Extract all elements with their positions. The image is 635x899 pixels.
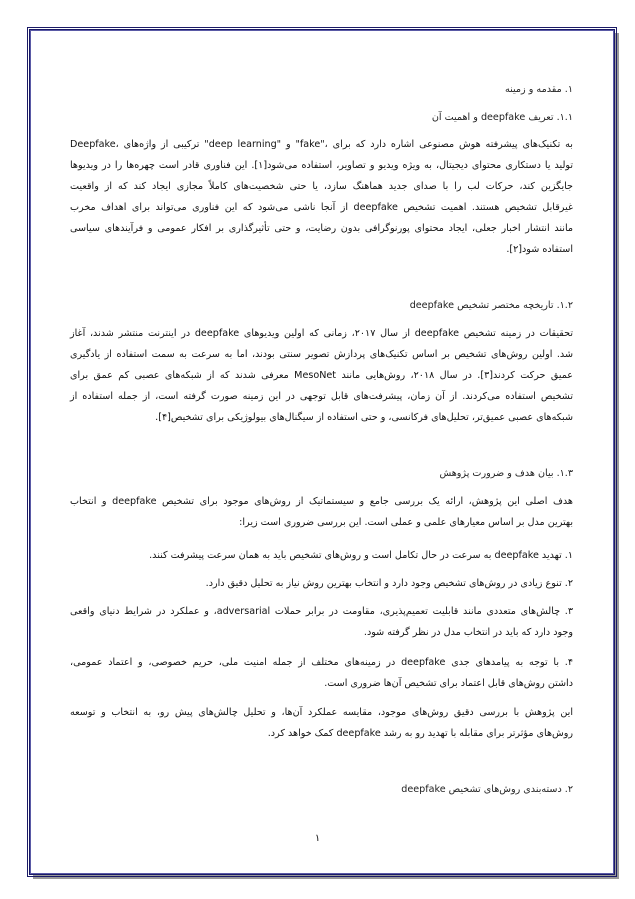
section-1-heading: ۱. مقدمه و زمینه [504,84,573,95]
paragraph-2-line: تحقیقات در زمینه تشخیص deepfake از سال ۲۰۱۷، زمانی که اولین ویدیوهای deepfake در اینترنت منتشر شدند، آغاز [70,328,573,339]
paragraph-1-line: مانند انتشار اخبار جعلی، ایجاد محتوای پورنوگرافی بدون رضایت، و حتی تأثیرگذاری بر افکار عمومی و فرآیندهای سیاسی [70,223,573,234]
subsection-1-1-heading: ۱.۱. تعریف deepfake و اهمیت آن [431,112,573,123]
list-item-3-line: ۳. چالش‌های متعددی مانند قابلیت تعمیم‌پذیری، مقاومت در برابر حملات adversarial، و عملکرد در شرایط دنیای واقعی [70,606,573,617]
page-number: ۱ [314,833,321,844]
paragraph-1-line: Deepfake، ترکیبی از واژه‌های "deep learning" و "fake"، به تکنیک‌های پیشرفته هوش مصنوعی اشاره دارد که برای [70,139,573,150]
paragraph-3-line: بهترین مدل بر اساس معیارهای علمی و عملی است. این بررسی ضروری است زیرا: [239,517,573,528]
paragraph-2-line: شبکه‌های عصبی عمیق‌تر، تحلیل‌های فرکانسی، و حتی استفاده از سیگنال‌های بیولوژیکی برای تشخیص[۴]. [155,412,573,423]
paragraph-4-line: روش‌های مؤثرتر برای مقابله با تهدید رو به رشد deepfake کمک خواهد کرد. [267,728,573,739]
list-item-4-line: ۴. با توجه به پیامدهای جدی deepfake در زمینه‌های مختلف از جمله امنیت ملی، حریم خصوصی، و اعتماد عمومی، [70,657,573,668]
subsection-1-3-heading: ۱.۳. بیان هدف و ضرورت پژوهش [439,468,573,479]
list-item-1: ۱. تهدید deepfake به سرعت در حال تکامل است و روش‌های تشخیص باید به همان سرعت پیشرفت کنند. [149,550,573,561]
list-item-3-line: وجود دارد که باید در انتخاب مدل در نظر گرفته شود. [363,627,573,638]
subsection-1-2-heading: ۱.۲. تاریخچه مختصر تشخیص deepfake [409,300,573,311]
paragraph-1-line: استفاده شود[۲]. [506,244,573,255]
list-item-2: ۲. تنوع زیادی در روش‌های تشخیص وجود دارد و انتخاب بهترین روش نیاز به تحلیل دقیق دارد. [205,578,573,589]
paragraph-4-line: این پژوهش با بررسی دقیق روش‌های موجود، مقایسه عملکرد آن‌ها، و تحلیل چالش‌های پیش رو، به انتخاب و توسعه [70,707,573,718]
list-item-4-line: داشتن روش‌های قابل اعتماد برای تشخیص آن‌ها ضروری است. [324,678,573,689]
paragraph-1-line: غیرقابل تشخیص هستند. اهمیت تشخیص deepfake از آنجا ناشی می‌شود که این فناوری می‌تواند برای اهداف مخرب [70,202,573,213]
paragraph-2-line: تشخیص استفاده می‌کردند. از آن زمان، پیشرفت‌های قابل توجهی در این زمینه صورت گرفته است، از جمله استفاده از [70,391,573,402]
paragraph-1-line: جایگزین کند، حرکات لب را با صدای جدید هماهنگ سازد، یا حتی شخصیت‌های کاملاً مجازی ایجاد کند که از واقعیت [70,181,573,192]
section-2-heading: ۲. دسته‌بندی روش‌های تشخیص deepfake [401,784,573,795]
paragraph-2-line: عمیق حرکت کردند[۳]. در سال ۲۰۱۸، روش‌هایی مانند MesoNet معرفی شدند که از شبکه‌های عصبی کم عمق برای [70,370,574,381]
paragraph-3-line: هدف اصلی این پژوهش، ارائه یک بررسی جامع و سیستماتیک از روش‌های موجود برای تشخیص deepfake و انتخاب [70,496,573,507]
paragraph-2-line: شد. اولین روش‌های تشخیص بر اساس تکنیک‌های پردازش تصویر سنتی بودند، اما به سرعت به سمت استفاده از یادگیری [70,349,573,360]
paragraph-1-line: تولید یا دستکاری محتوای دیجیتال، به ویژه ویدیو و تصاویر، استفاده می‌شود[۱]. این فناوری قادر است چهره‌ها را در ویدیوها [70,160,573,171]
